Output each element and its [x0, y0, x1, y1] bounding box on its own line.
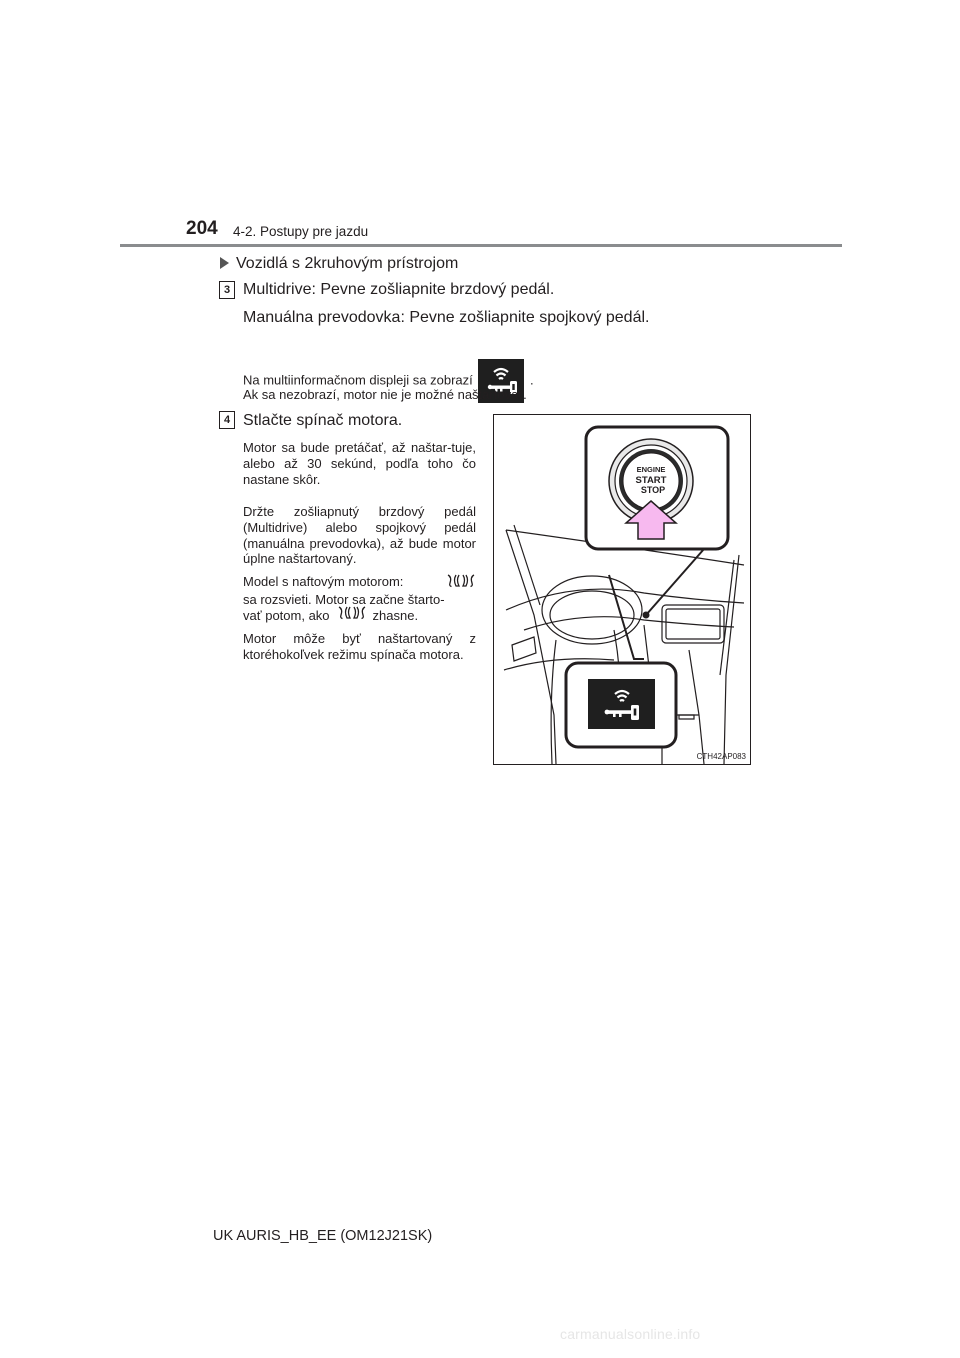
step-4-paragraph-3-b: sa rozsvieti. Motor sa začne štarto-: [243, 591, 445, 607]
glow-plug-indicator-icon: [337, 608, 367, 624]
engine-button-label-2: START: [635, 475, 667, 486]
header-rule: [120, 244, 842, 247]
step-4-paragraph-3-a: Model s naftovým motorom:: [243, 574, 404, 589]
step-3-note-2: Ak sa nezobrazí, motor nie je možné naštartovať.: [243, 387, 527, 402]
step-4-paragraph-2: Držte zošliapnutý brzdový pedál (Multidrive) alebo spojkový pedál (manuálna prevodovka), až bude motor úplne naštartovaný.: [243, 504, 476, 567]
section-title: 4-2. Postupy pre jazdu: [233, 224, 369, 239]
subsection-heading: [220, 255, 458, 273]
step-3-badge: 3: [219, 281, 235, 299]
step-3-note-1-text: Na multiinformačnom displeji sa zobrazí: [243, 372, 473, 388]
footer-document-id: UK AURIS_HB_EE (OM12J21SK): [213, 1228, 433, 1244]
step-3-line-1: Multidrive: Pevne zošliapnite brzdový pedál.: [243, 281, 555, 298]
page-number: 204: [186, 218, 218, 239]
glow-plug-indicator-icon: [446, 574, 476, 592]
step-3-line-2: Manuálna prevodovka: Pevne zošliapnite spojkový pedál.: [243, 309, 650, 326]
watermark: carmanualsonline.info: [560, 1326, 701, 1342]
step-4-badge: 4: [219, 411, 235, 429]
step-4-paragraph-3-d: zhasne.: [372, 607, 419, 623]
step-3-note-1-end: .: [530, 372, 534, 388]
step-4-paragraph-3-c: vať potom, ako: [243, 607, 330, 623]
triangle-bullet-icon: [220, 257, 229, 269]
engine-button-label-1: ENGINE: [636, 465, 666, 474]
step-4-title: Stlačte spínač motora.: [243, 412, 403, 429]
step-4-paragraph-4: Motor môže byť naštartovaný z ktoréhokoľvek režimu spínača motora.: [243, 631, 476, 662]
engine-start-illustration: [493, 414, 751, 765]
figure-code: CTH42AP083: [696, 752, 746, 761]
step-4-paragraph-3: [243, 574, 476, 623]
subsection-heading-text: Vozidlá s 2kruhovým prístrojom: [236, 255, 459, 272]
engine-button-label-3: STOP: [640, 485, 666, 495]
step-4-paragraph-1: Motor sa bude pretáčať, až naštar-tuje, alebo až 30 sekúnd, podľa toho čo nastane skôr.: [243, 440, 476, 487]
